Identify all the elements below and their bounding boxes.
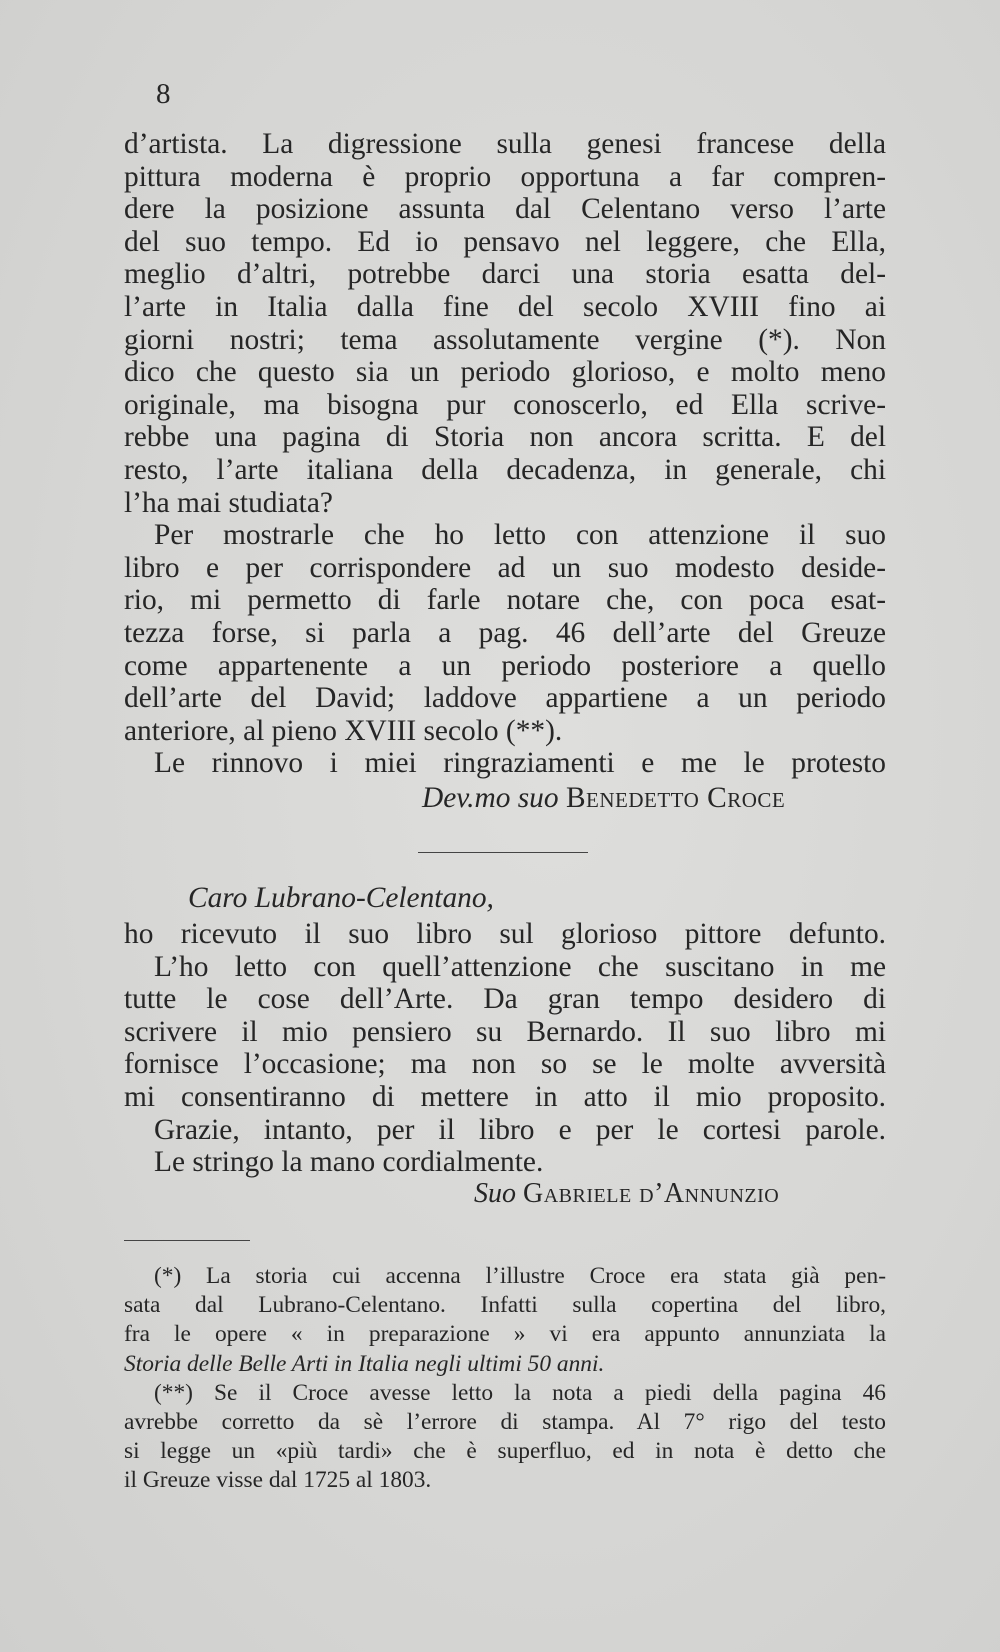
signature-dannunzio <box>474 1178 779 1210</box>
footnote-line: avrebbe corretto da sè l’errore di stampa. Al 7° rigo del testo <box>124 1409 886 1436</box>
text-line: L’ho letto con quell’attenzione che suscitano in me <box>154 950 886 983</box>
text-line: del suo tempo. Ed io pensavo nel leggere, che Ella, <box>124 225 886 258</box>
text-line: Per mostrarle che ho letto con attenzione il suo <box>154 519 886 552</box>
signature-name: Gabriele d’Annunzio <box>523 1178 780 1209</box>
footnote-line: (*) La storia cui accenna l’illustre Croce era stata già pen- <box>154 1263 886 1289</box>
page-number: 8 <box>156 78 171 110</box>
text-line: Le rinnovo i miei ringraziamenti e me le protesto <box>154 747 886 780</box>
footnote-line: Storia delle Belle Arti in Italia negli ultimi 50 anni. <box>124 1350 605 1377</box>
text-line: d’artista. La digressione sulla genesi francese della <box>124 128 886 160</box>
text-line: pittura moderna è proprio opportuna a far compren- <box>124 160 886 193</box>
section-divider <box>418 852 588 853</box>
letter-croce-body <box>124 128 886 780</box>
text-line: l’arte in Italia dalla fine del secolo XVIII fino ai <box>124 290 886 323</box>
text-line: scrivere il mio pensiero su Bernardo. Il suo libro mi <box>124 1015 886 1048</box>
text-line: dell’arte del David; laddove appartiene a un periodo <box>124 682 886 715</box>
text-line: resto, l’arte italiana della decadenza, in generale, chi <box>124 453 886 486</box>
text-line: rebbe una pagina di Storia non ancora scritta. E del <box>124 421 886 454</box>
text-line: mi consentiranno di mettere in atto il mio proposito. <box>124 1080 886 1113</box>
footnote-line: il Greuze visse dal 1725 al 1803. <box>124 1467 432 1494</box>
text-line: ho ricevuto il suo libro sul glorioso pittore defunto. <box>124 918 886 950</box>
footnotes <box>124 1262 886 1496</box>
text-line: meglio d’altri, potrebbe darci una storia esatta del- <box>124 258 886 291</box>
signature-name: Benedetto Croce <box>565 782 786 814</box>
text-line: giorni nostri; tema assolutamente vergine (*). Non <box>124 323 886 356</box>
text-line: fornisce l’occasione; ma non so se le molte avversità <box>124 1048 886 1081</box>
footnote-line: (**) Se il Croce avesse letto la nota a piedi della pagina 46 <box>154 1379 886 1406</box>
signature-prefix: Dev.mo suo <box>422 782 559 814</box>
text-line: rio, mi permetto di farle notare che, con poca esat- <box>124 584 886 617</box>
text-line: l’ha mai studiata? <box>124 486 333 519</box>
footnote-line: sata dal Lubrano-Celentano. Infatti sulla copertina del libro, <box>124 1292 886 1319</box>
footnote-divider <box>124 1240 250 1241</box>
salutation: Caro Lubrano-Celentano, <box>188 882 494 914</box>
text-line: tutte le cose dell’Arte. Da gran tempo desidero di <box>124 983 886 1016</box>
footnote-line: fra le opere « in preparazione » vi era appunto annunziata la <box>124 1321 886 1348</box>
text-line: Le stringo la mano cordialmente. <box>154 1146 544 1179</box>
signature-croce <box>422 782 785 815</box>
text-line: originale, ma bisogna pur conoscerlo, ed Ella scrive- <box>124 388 886 421</box>
letter-dannunzio-body <box>124 918 886 1179</box>
text-line: tezza forse, si parla a pag. 46 dell’arte del Greuze <box>124 616 886 649</box>
text-line: dere la posizione assunta dal Celentano verso l’arte <box>124 193 886 226</box>
text-line: dico che questo sia un periodo glorioso, e molto meno <box>124 356 886 389</box>
text-line: come appartenente a un periodo posteriore a quello <box>124 649 886 682</box>
footnote-line: si legge un «più tardi» che è superfluo, ed in nota è detto che <box>124 1438 886 1465</box>
text-line: anteriore, al pieno XVIII secolo (**). <box>124 714 563 747</box>
signature-prefix: Suo <box>474 1178 516 1209</box>
text-line: Grazie, intanto, per il libro e per le cortesi parole. <box>154 1113 886 1146</box>
text-line: libro e per corrispondere ad un suo modesto deside- <box>124 551 886 584</box>
